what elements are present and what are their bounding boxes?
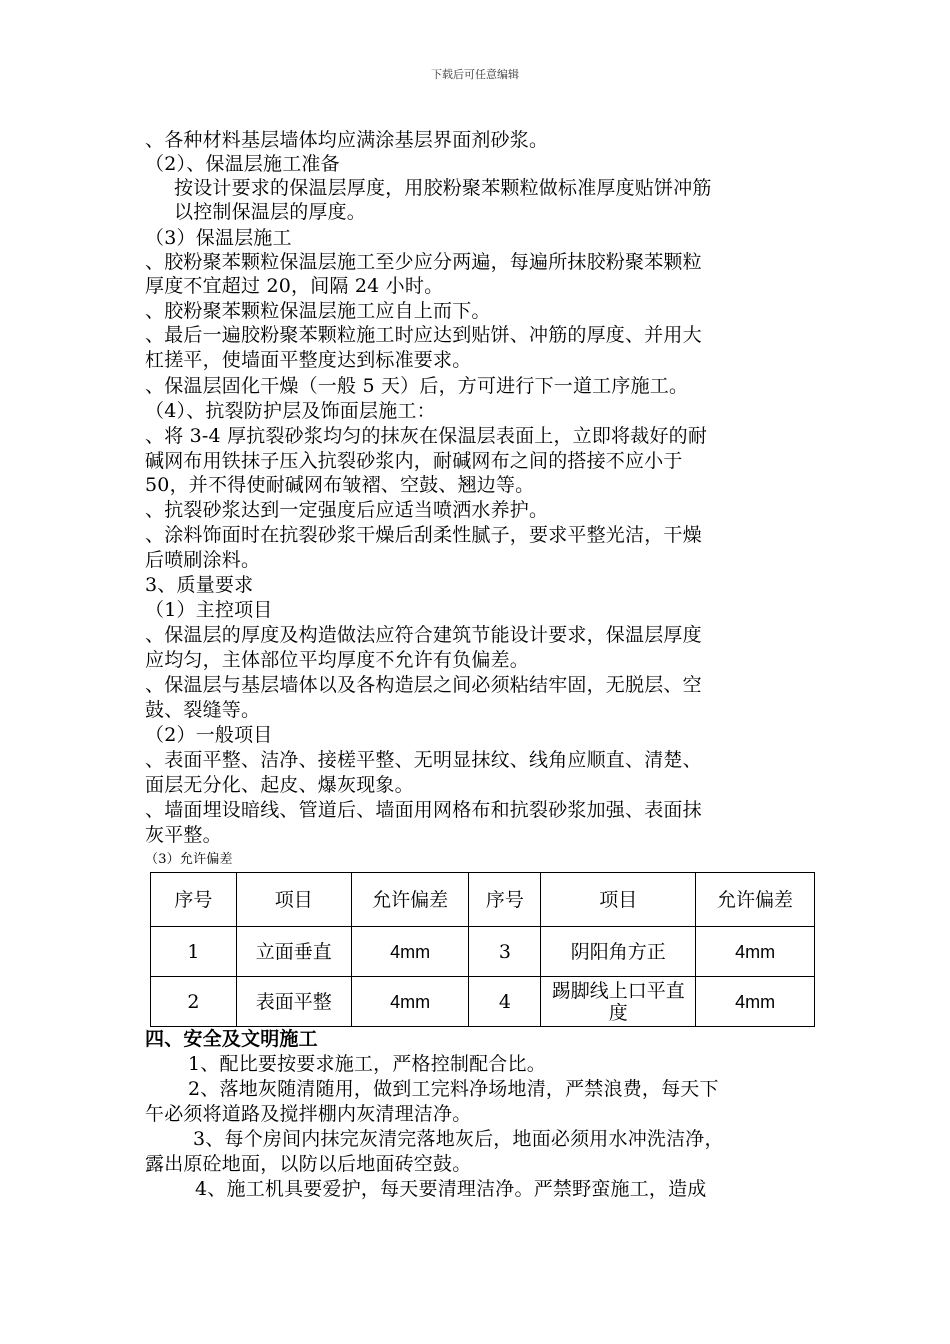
section-heading: 3、质量要求 [145, 574, 254, 596]
text-line: 灰平整。 [145, 824, 222, 846]
text-line: 、将 3-4 厚抗裂砂浆均匀的抹灰在保温层表面上，立即将裁好的耐 [145, 425, 708, 447]
table-cell: 2 [151, 977, 237, 1027]
text-line: 、表面平整、洁净、接槎平整、无明显抹纹、线角应顺直、清楚、 [145, 749, 702, 771]
subsection-heading: （2）一般项目 [145, 724, 273, 746]
text-line: 50，并不得使耐碱网布皱褶、空鼓、翘边等。 [145, 474, 535, 496]
table-row [151, 977, 815, 1027]
table-cell: 踢脚线上口平直度 [541, 977, 696, 1027]
table-cell: 4mm [696, 927, 815, 977]
table-cell: 表面平整 [236, 977, 351, 1027]
text-line: 后喷刷涂料。 [145, 549, 261, 571]
text-line: 以控制保温层的厚度。 [174, 201, 367, 223]
text-line: 鼓、裂缝等。 [145, 699, 261, 721]
text-line: 厚度不宜超过 20，间隔 24 小时。 [145, 275, 444, 297]
text-line: 、涂料饰面时在抗裂砂浆干燥后刮柔性腻子，要求平整光洁，干燥 [145, 524, 702, 546]
subsection-heading: （4）、抗裂防护层及饰面层施工： [145, 400, 436, 422]
text-line: 杠搓平，使墙面平整度达到标准要求。 [145, 349, 472, 371]
text-line: 、最后一遍胶粉聚苯颗粒施工时应达到贴饼、冲筋的厚度、并用大 [145, 324, 702, 346]
text-line: 、保温层固化干燥（一般 5 天）后，方可进行下一道工序施工。 [145, 375, 689, 397]
text-line: 午必须将道路及搅拌棚内灰清理洁净。 [145, 1103, 472, 1125]
text-line: 露出原砼地面，以防以后地面砖空鼓。 [145, 1153, 472, 1175]
text-line: 、胶粉聚苯颗粒保温层施工应自上而下。 [145, 300, 491, 322]
text-line: 、各种材料基层墙体均应满涂基层界面剂砂浆。 [145, 129, 549, 151]
text-line: 碱网布用铁抹子压入抗裂砂浆内，耐碱网布之间的搭接不应小于 [145, 450, 683, 472]
text-line: 4、施工机具要爱护，每天要清理洁净。严禁野蛮施工，造成 [195, 1178, 707, 1200]
page-header: 下载后可任意编辑 [431, 68, 519, 81]
text-line: 、墙面埋设暗线、管道后、墙面用网格布和抗裂砂浆加强、表面抹 [145, 799, 702, 821]
text-line: 按设计要求的保温层厚度，用胶粉聚苯颗粒做标准厚度贴饼冲筋 [174, 177, 712, 199]
table-cell: 立面垂直 [236, 927, 351, 977]
header-cell: 序号 [151, 873, 237, 927]
header-cell: 允许偏差 [696, 873, 815, 927]
header-cell: 允许偏差 [351, 873, 469, 927]
text-line: 面层无分化、起皮、爆灰现象。 [145, 774, 414, 796]
table-caption: （3）允许偏差 [145, 852, 233, 867]
table-cell: 4mm [351, 977, 469, 1027]
table-cell: 3 [469, 927, 541, 977]
text-line: 1、配比要按要求施工，严格控制配合比。 [188, 1053, 546, 1075]
subsection-heading: （2）、保温层施工准备 [145, 153, 340, 175]
text-line: 、抗裂砂浆达到一定强度后应适当喷洒水养护。 [145, 499, 549, 521]
subsection-heading: （3）保温层施工 [145, 227, 292, 249]
table-cell: 4 [469, 977, 541, 1027]
text-line: 2、落地灰随清随用，做到工完料净场地清，严禁浪费，每天下 [188, 1078, 719, 1100]
header-cell: 序号 [469, 873, 541, 927]
subsection-heading: （1）主控项目 [145, 599, 273, 621]
text-line: 、胶粉聚苯颗粒保温层施工至少应分两遍，每遍所抹胶粉聚苯颗粒 [145, 251, 702, 273]
header-cell: 项目 [541, 873, 696, 927]
text-line: 、保温层的厚度及构造做法应符合建筑节能设计要求，保温层厚度 [145, 624, 702, 646]
table-cell: 1 [151, 927, 237, 977]
text-line: 应均匀，主体部位平均厚度不允许有负偏差。 [145, 649, 530, 671]
tolerance-table [150, 872, 815, 1027]
table-cell: 阴阳角方正 [541, 927, 696, 977]
text-line: 、保温层与基层墙体以及各构造层之间必须粘结牢固，无脱层、空 [145, 674, 702, 696]
text-line: 3、每个房间内抹完灰清完落地灰后，地面必须用水冲洗洁净， [193, 1128, 724, 1150]
header-cell: 项目 [236, 873, 351, 927]
table-header-row [151, 873, 815, 927]
table-cell: 4mm [696, 977, 815, 1027]
section-title: 四、安全及文明施工 [145, 1028, 318, 1050]
table-cell: 4mm [351, 927, 469, 977]
table-row [151, 927, 815, 977]
